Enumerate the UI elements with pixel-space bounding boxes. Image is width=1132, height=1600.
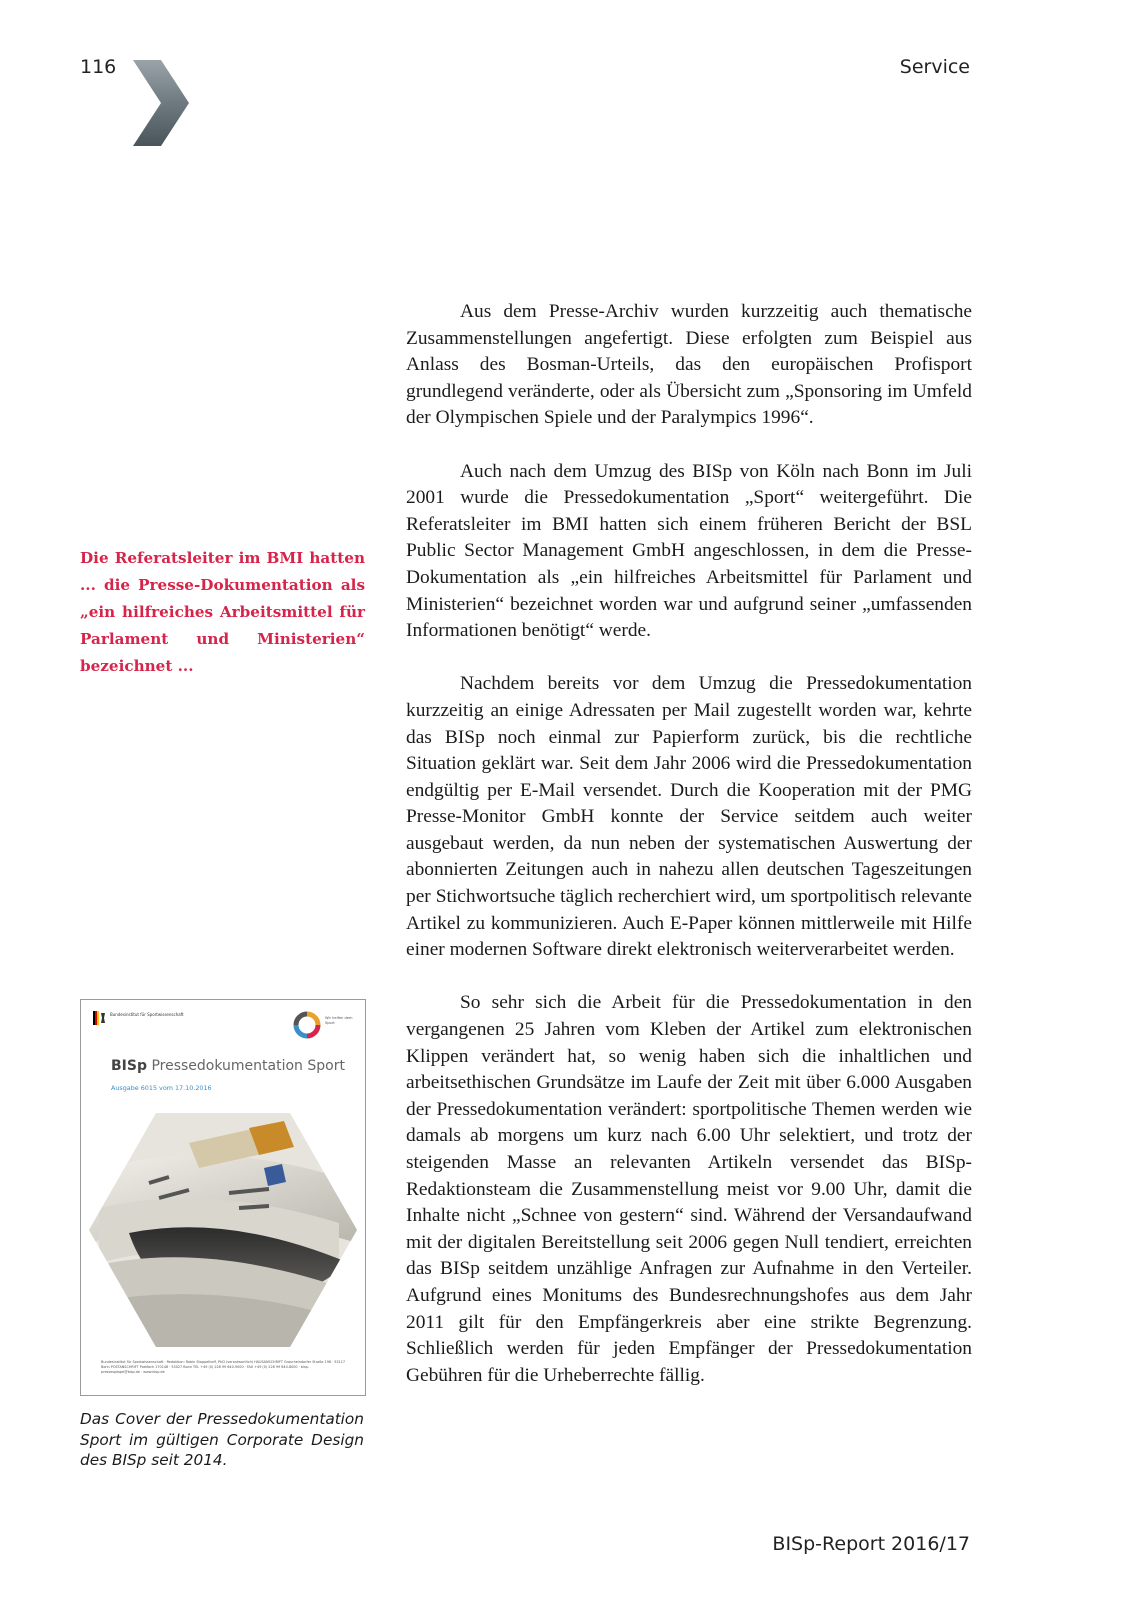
newspaper-photo	[89, 1113, 357, 1347]
cover-footer: Bundesinstitut für Sportwissenschaft · Redaktion: Robin Stoppelhoff, PhD (verantwortlich) HAUSANSCHRIFT Graurheindorfer Straße 198 · 53117 Bonn POSTANSCHRIFT Postfach 170148 · 53027 Bonn TEL +49 (0) 228 99 640-9000 · FAX +49 (0) 228 99 640-8000 · bisp-pressespiegel@bisp.de · www.bisp.de	[101, 1360, 346, 1374]
paragraph: So sehr sich die Arbeit für die Pressedokumentation in den vergangenen 25 Jahren vom Kleben der Artikel zum elektronischen Klippen verändert hat, so wenig haben sich die inhaltlichen und arbeitsethischen Grundsätze im Laufe der Zeit mit über 6.000 Ausgaben der Pressedokumentation verändert: sportpolitische Themen werden wie damals ab morgens um kurz nach 6.00 Uhr selektiert, und trotz der steigenden Masse an relevanten Artikeln versendet das BISp-Redaktionsteam die Zusammenstellung meist vor 9.00 Uhr, damit die Inhalte nicht „Schnee von gestern“ sind. Während der Versandaufwand mit der digitalen Bereitstellung seit 2006 gegen Null tendiert, erreichten das BISp seitdem unzählige Anfragen zur Aufnahme in den Verteiler. Aufgrund eines Monitums des Bundesrechnungshofes aus dem Jahr 2011 gilt für den Empfängerkreis aber eine strikte Begrenzung. Schließlich werden für jeden Empfänger der Pressedokumentation Gebühren für die Urheberrechte fällig.	[406, 992, 972, 1386]
bisp-logo-icon	[293, 1011, 321, 1039]
section-title: Service	[899, 56, 970, 78]
cover-title	[111, 1058, 345, 1074]
cover-title-bold: BISp	[111, 1058, 147, 1074]
cover-issue: Ausgabe 6015 vom 17.10.2016	[111, 1084, 212, 1092]
page-number: 116	[80, 56, 117, 78]
chevron-arrow-icon	[133, 60, 189, 146]
cover-title-rest: Pressedokumentation Sport	[151, 1058, 345, 1074]
paragraph: Aus dem Presse-Archiv wurden kurzzeitig auch thematische Zusammenstellungen angefertigt. Diese erfolgten zum Beispiel aus Anlass des Bosman-Urteils, das den europäischen Profisport grundlegend veränderte, oder als Übersicht zum „Sponsoring im Umfeld der Olympischen Spiele und der Paralympics 1996“.	[406, 301, 972, 429]
article-body	[406, 299, 972, 1416]
cover-image	[80, 999, 366, 1396]
cover-claim: Wir helfen dem Sport	[325, 1016, 353, 1025]
paragraph: Auch nach dem Umzug des BISp von Köln nach Bonn im Juli 2001 wurde die Pressedokumentation „Sport“ weitergeführt. Die Referatsleiter im BMI hatten sich einem früheren Bericht der BSL Public Sector Management GmbH angeschlossen, in dem die Presse-Dokumentation als „ein hilfreiches Arbeitsmittel für Parlament und Ministerien“ bezeichnet worden war und aufgrund seiner „umfassenden Informationen benötigt“ werde.	[406, 460, 972, 642]
federal-eagle-icon	[93, 1011, 105, 1025]
report-footer: BISp-Report 2016/17	[772, 1533, 970, 1555]
pull-quote: Die Referatsleiter im BMI hatten ... die Presse-Dokumentation als „ein hilfreiches Arbeitsmittel für Parlament und Ministerien“ bezeichnet ...	[80, 549, 365, 675]
paragraph: Nachdem bereits vor dem Umzug die Pressedokumentation kurzzeitig an einige Adressaten per Mail zugestellt worden war, kehrte das BISp noch einmal zur Papierform zurück, bis die rechtliche Situation geklärt war. Seit dem Jahr 2006 wird die Pressedokumentation endgültig per E-Mail versendet. Durch die Kooperation mit der PMG Presse-Monitor GmbH konnte der Service seitdem auch weiter ausgebaut werden, da nun neben der systematischen Auswertung der abonnierten Zeitungen auch in nahezu allen deutschen Tageszeitungen per Stichwortsuche täglich recherchiert wird, um sportpolitisch relevante Artikel zu kommunizieren. Auch E-Paper können mittlerweile mit Hilfe einer modernen Software direkt elektronisch weiterverarbeitet werden.	[406, 673, 972, 961]
cover-institute: Bundesinstitut für Sportwissenschaft	[110, 1012, 184, 1017]
image-caption: Das Cover der Pressedokumentation Sport im gültigen Corporate Design des BISp seit 2014.	[80, 1410, 364, 1469]
